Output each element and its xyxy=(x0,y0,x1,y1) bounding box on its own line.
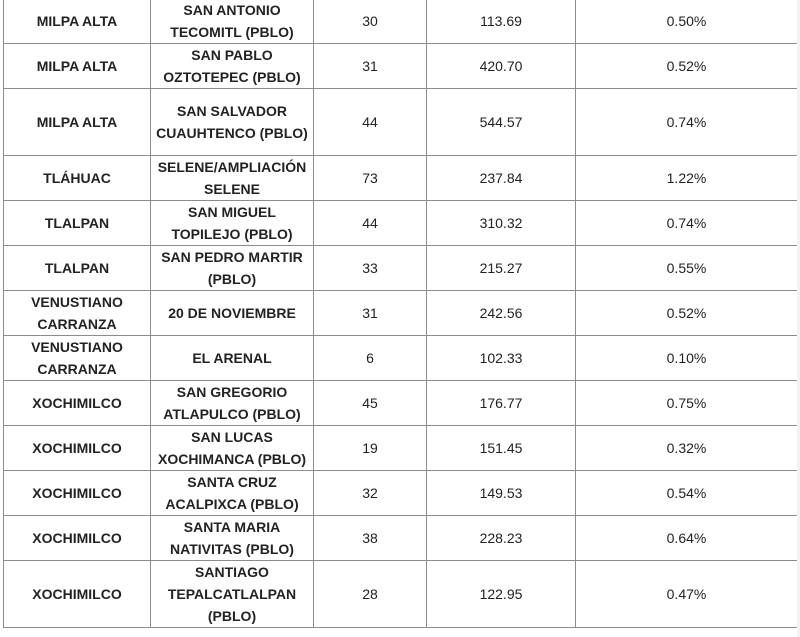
count-cell: 73 xyxy=(314,156,427,201)
colonia-cell: SAN PEDRO MARTIR (PBLO) xyxy=(151,246,314,291)
colonia-cell: 20 DE NOVIEMBRE xyxy=(151,291,314,336)
table-row xyxy=(4,516,798,561)
count-cell: 44 xyxy=(314,89,427,156)
table-row xyxy=(4,381,798,426)
colonia-cell: SAN ANTONIO TECOMITL (PBLO) xyxy=(151,0,314,44)
alcaldia-cell: MILPA ALTA xyxy=(4,44,151,89)
table-row xyxy=(4,426,798,471)
table-row xyxy=(4,561,798,628)
colonia-cell: SANTA MARIA NATIVITAS (PBLO) xyxy=(151,516,314,561)
alcaldia-cell: MILPA ALTA xyxy=(4,0,151,44)
colonia-cell: SELENE/AMPLIACIÓN SELENE xyxy=(151,156,314,201)
rate-cell: 102.33 xyxy=(427,336,576,381)
rate-cell: 215.27 xyxy=(427,246,576,291)
table-row xyxy=(4,291,798,336)
rate-cell: 176.77 xyxy=(427,381,576,426)
count-cell: 6 xyxy=(314,336,427,381)
rate-cell: 544.57 xyxy=(427,89,576,156)
alcaldia-cell: MILPA ALTA xyxy=(4,89,151,156)
rate-cell: 113.69 xyxy=(427,0,576,44)
table-row xyxy=(4,89,798,156)
colonia-cell: EL ARENAL xyxy=(151,336,314,381)
colonia-cell: SANTIAGO TEPALCATLALPAN (PBLO) xyxy=(151,561,314,628)
table-row xyxy=(4,471,798,516)
colonia-cell: SAN SALVADOR CUAUHTENCO (PBLO) xyxy=(151,89,314,156)
count-cell: 31 xyxy=(314,44,427,89)
table-row xyxy=(4,336,798,381)
percent-cell: 1.22% xyxy=(576,156,798,201)
count-cell: 30 xyxy=(314,0,427,44)
rate-cell: 420.70 xyxy=(427,44,576,89)
rate-cell: 228.23 xyxy=(427,516,576,561)
count-cell: 45 xyxy=(314,381,427,426)
alcaldia-cell: TLALPAN xyxy=(4,201,151,246)
percent-cell: 0.75% xyxy=(576,381,798,426)
percent-cell: 0.74% xyxy=(576,89,798,156)
count-cell: 19 xyxy=(314,426,427,471)
alcaldia-cell: XOCHIMILCO xyxy=(4,426,151,471)
count-cell: 44 xyxy=(314,201,427,246)
count-cell: 28 xyxy=(314,561,427,628)
colonia-cell: SAN LUCAS XOCHIMANCA (PBLO) xyxy=(151,426,314,471)
count-cell: 38 xyxy=(314,516,427,561)
count-cell: 32 xyxy=(314,471,427,516)
rate-cell: 122.95 xyxy=(427,561,576,628)
alcaldia-cell: VENUSTIANO CARRANZA xyxy=(4,291,151,336)
percent-cell: 0.55% xyxy=(576,246,798,291)
percent-cell: 0.50% xyxy=(576,0,798,44)
percent-cell: 0.74% xyxy=(576,201,798,246)
count-cell: 31 xyxy=(314,291,427,336)
alcaldia-cell: XOCHIMILCO xyxy=(4,561,151,628)
percent-cell: 0.54% xyxy=(576,471,798,516)
rate-cell: 237.84 xyxy=(427,156,576,201)
percent-cell: 0.32% xyxy=(576,426,798,471)
percent-cell: 0.52% xyxy=(576,291,798,336)
percent-cell: 0.52% xyxy=(576,44,798,89)
percent-cell: 0.47% xyxy=(576,561,798,628)
alcaldia-cell: TLÁHUAC xyxy=(4,156,151,201)
alcaldia-cell: TLALPAN xyxy=(4,246,151,291)
rate-cell: 242.56 xyxy=(427,291,576,336)
alcaldia-cell: XOCHIMILCO xyxy=(4,381,151,426)
data-table xyxy=(3,0,798,628)
table-row xyxy=(4,156,798,201)
colonia-cell: SANTA CRUZ ACALPIXCA (PBLO) xyxy=(151,471,314,516)
alcaldia-cell: VENUSTIANO CARRANZA xyxy=(4,336,151,381)
table-row xyxy=(4,246,798,291)
table-row xyxy=(4,0,798,44)
rate-cell: 310.32 xyxy=(427,201,576,246)
table-row xyxy=(4,201,798,246)
table-row xyxy=(4,44,798,89)
alcaldia-cell: XOCHIMILCO xyxy=(4,516,151,561)
rate-cell: 151.45 xyxy=(427,426,576,471)
colonia-cell: SAN GREGORIO ATLAPULCO (PBLO) xyxy=(151,381,314,426)
count-cell: 33 xyxy=(314,246,427,291)
colonia-cell: SAN MIGUEL TOPILEJO (PBLO) xyxy=(151,201,314,246)
percent-cell: 0.10% xyxy=(576,336,798,381)
colonia-cell: SAN PABLO OZTOTEPEC (PBLO) xyxy=(151,44,314,89)
rate-cell: 149.53 xyxy=(427,471,576,516)
percent-cell: 0.64% xyxy=(576,516,798,561)
alcaldia-cell: XOCHIMILCO xyxy=(4,471,151,516)
